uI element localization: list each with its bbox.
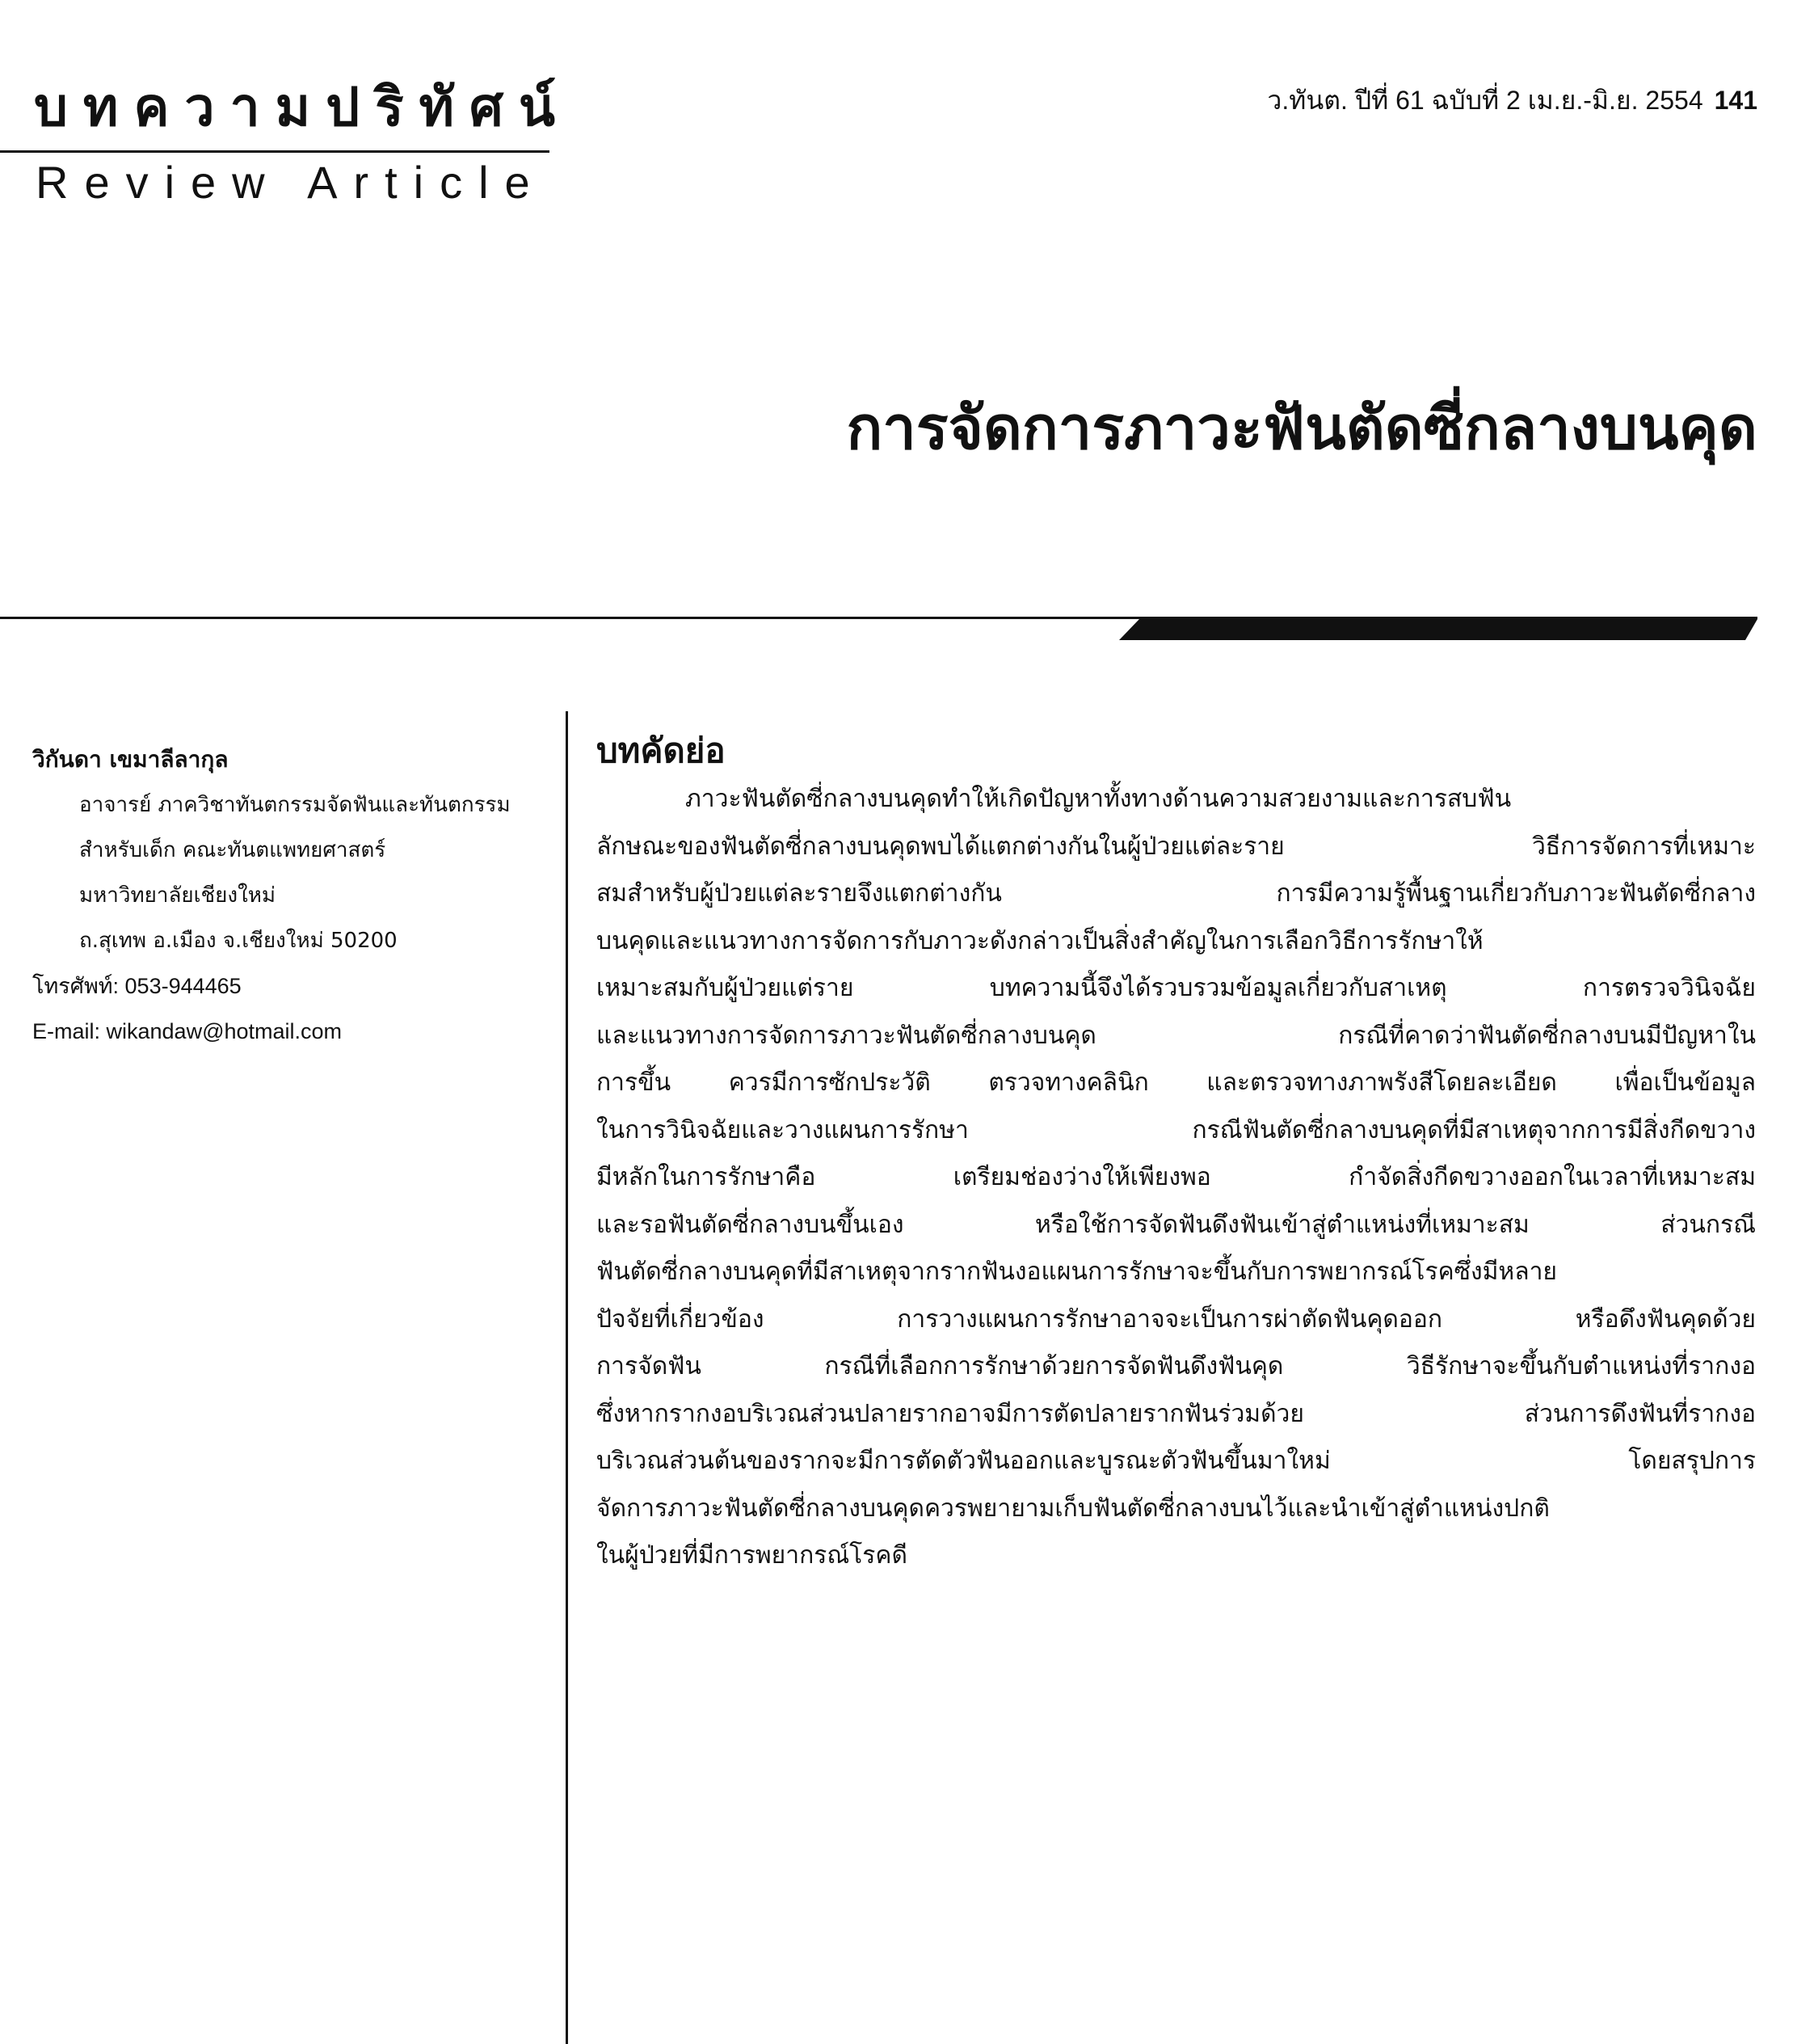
affiliation-line: สำหรับเด็ก คณะทันตแพทยศาสตร์ <box>79 838 386 862</box>
abstract-line: บริเวณส่วนต้นของรากจะมีการตัดตัวฟันออกและบูรณะตัวฟันขึ้นมาใหม่ โดยสรุปการ <box>596 1447 1756 1475</box>
abstract-line: ลักษณะของฟันตัดซี่กลางบนคุดพบได้แตกต่างกันในผู้ป่วยแต่ละราย วิธีการจัดการที่เหมาะ <box>596 832 1756 861</box>
affiliation-line: ถ.สุเทพ อ.เมือง จ.เชียงใหม่ 50200 <box>79 929 398 953</box>
abstract-line: บนคุดและแนวทางการจัดการกับภาวะดังกล่าวเป็นสิ่งสำคัญในการเลือกวิธีการรักษาให้ <box>596 926 1484 955</box>
section-label-thai: บทความปริทัศน์ <box>34 76 571 138</box>
abstract-line: มีหลักในการรักษาคือ เตรียมช่องว่างให้เพียงพอ กำจัดสิ่งกีดขวางออกในเวลาที่เหมาะสม <box>596 1163 1756 1191</box>
abstract-line: การขึ้น ควรมีการซักประวัติ ตรวจทางคลินิก และตรวจทางภาพรังสีโดยละเอียด เพื่อเป็นข้อมูล <box>596 1068 1756 1097</box>
affiliation-line: มหาวิทยาลัยเชียงใหม่ <box>79 883 276 908</box>
section-label-english: Review Article <box>36 157 546 208</box>
article-title: การจัดการภาวะฟันตัดซี่กลางบนคุด <box>846 394 1757 463</box>
author-email: E-mail: wikandaw@hotmail.com <box>32 1019 343 1043</box>
abstract-line: และรอฟันตัดซี่กลางบนขึ้นเอง หรือใช้การจัดฟันดึงฟันเข้าสู่ตำแหน่งที่เหมาะสม ส่วนกรณี <box>596 1210 1756 1239</box>
column-divider <box>566 711 568 2044</box>
page-number: 141 <box>1714 86 1757 115</box>
abstract-line: การจัดฟัน กรณีที่เลือกการรักษาด้วยการจัดฟันดึงฟันคุด วิธีรักษาจะขึ้นกับตำแหน่งที่รากงอ <box>596 1352 1756 1380</box>
abstract-line: และแนวทางการจัดการภาวะฟันตัดซี่กลางบนคุด กรณีที่คาดว่าฟันตัดซี่กลางบนมีปัญหาใน <box>596 1021 1756 1050</box>
abstract <box>596 726 1756 1580</box>
abstract-line: ภาวะฟันตัดซี่กลางบนคุดทำให้เกิดปัญหาทั้งทางด้านความสวยงามและการสบฟัน <box>685 785 1512 813</box>
abstract-line: ในผู้ป่วยที่มีการพยากรณ์โรคดี <box>596 1541 907 1570</box>
abstract-heading: บทคัดย่อ <box>596 731 726 770</box>
abstract-line: สมสำหรับผู้ป่วยแต่ละรายจึงแตกต่างกัน การมีความรู้พื้นฐานเกี่ยวกับภาวะฟันตัดซี่กลาง <box>596 879 1756 908</box>
abstract-line: จัดการภาวะฟันตัดซี่กลางบนคุดควรพยายามเก็บฟันตัดซี่กลางบนไว้และนำเข้าสู่ตำแหน่งปกติ <box>596 1494 1550 1523</box>
author-phone: โทรศัพท์: 053-944465 <box>32 974 242 998</box>
abstract-line: ในการวินิจฉัยและวางแผนการรักษา กรณีฟันตัดซี่กลางบนคุดที่มีสาเหตุจากการมีสิ่งกีดขวาง <box>596 1115 1756 1144</box>
author-name: วิกันดา เขมาลีลากุล <box>32 746 229 773</box>
abstract-line: ซึ่งหากรากงอบริเวณส่วนปลายรากอาจมีการตัดปลายรากฟันร่วมด้วย ส่วนการดึงฟันที่รากงอ <box>596 1399 1756 1428</box>
journal-citation: ว.ทันต. ปีที่ 61 ฉบับที่ 2 เม.ย.-มิ.ย. 2554 <box>1267 86 1703 115</box>
abstract-line: เหมาะสมกับผู้ป่วยแต่ราย บทความนี้จึงได้รวบรวมข้อมูลเกี่ยวกับสาเหตุ การตรวจวินิจฉัย <box>596 974 1756 1002</box>
author-block <box>32 737 549 1054</box>
affiliation-line: อาจารย์ ภาควิชาทันตกรรมจัดฟันและทันตกรรม <box>79 793 511 817</box>
header-band-decoration <box>0 0 1814 647</box>
abstract-line: ปัจจัยที่เกี่ยวข้อง การวางแผนการรักษาอาจจะเป็นการผ่าตัดฟันคุดออก หรือดึงฟันคุดด้วย <box>596 1304 1756 1334</box>
abstract-line: ฟันตัดซี่กลางบนคุดที่มีสาเหตุจากรากฟันงอแผนการรักษาจะขึ้นกับการพยากรณ์โรคซึ่งมีหลาย <box>596 1258 1558 1286</box>
